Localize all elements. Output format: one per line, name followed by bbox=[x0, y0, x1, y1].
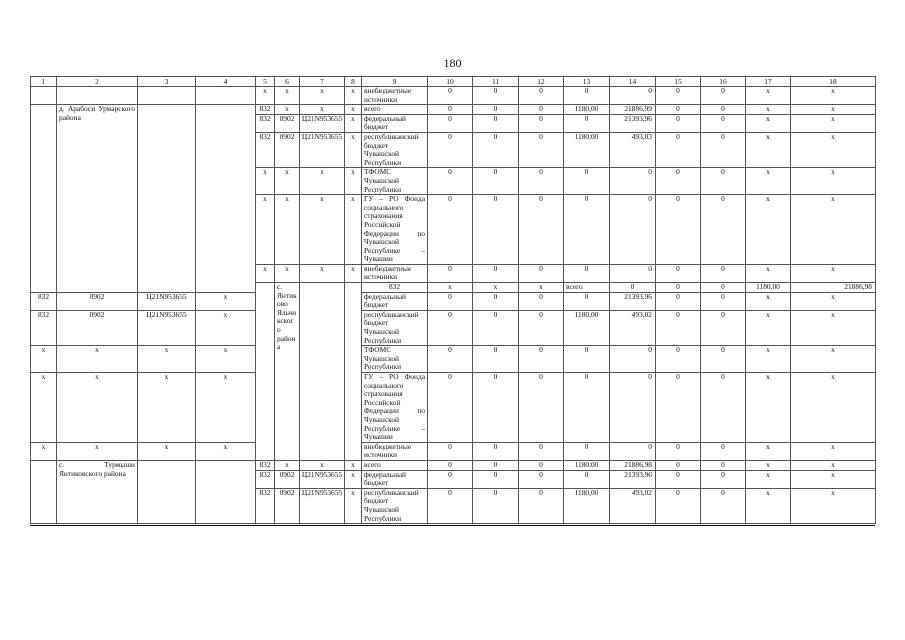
column-header-16: 16 bbox=[701, 77, 746, 87]
empty-cell-3 bbox=[300, 283, 345, 461]
funding-source-cell: всего bbox=[362, 105, 428, 115]
value-cell: x bbox=[791, 470, 876, 488]
code-cell: x bbox=[300, 264, 345, 282]
column-header-17: 17 bbox=[746, 77, 791, 87]
code-cell: x bbox=[428, 283, 473, 293]
code-cell: 832 bbox=[256, 132, 275, 167]
code-cell: 0902 bbox=[275, 132, 300, 167]
value-cell: 0 bbox=[701, 470, 746, 488]
funding-source-cell: внебюджетные источники bbox=[362, 442, 428, 460]
column-header-8: 8 bbox=[345, 77, 362, 87]
code-cell: Ц21N953655 bbox=[300, 132, 345, 167]
value-cell: x bbox=[746, 292, 791, 310]
column-header-6: 6 bbox=[275, 77, 300, 87]
row-number-cell bbox=[31, 460, 57, 523]
value-cell: 0 bbox=[428, 132, 473, 167]
value-cell: x bbox=[791, 373, 876, 443]
funding-source-cell: ГУ – РО Фонда социального страхования Российской Федерации по Чувашской Республике – Чувашии bbox=[362, 195, 428, 265]
value-cell: 0 bbox=[473, 168, 519, 195]
funding-source-cell: республиканский бюджет Чувашской Республики bbox=[362, 310, 428, 345]
value-cell: 0 bbox=[564, 346, 610, 373]
value-cell: 0 bbox=[519, 460, 564, 470]
value-cell: x bbox=[746, 373, 791, 443]
value-cell: 493,02 bbox=[610, 488, 656, 523]
value-cell: 0 bbox=[519, 87, 564, 105]
code-cell: x bbox=[57, 373, 138, 443]
value-cell: 0 bbox=[656, 264, 701, 282]
value-cell: 0 bbox=[701, 346, 746, 373]
code-cell: 832 bbox=[256, 488, 275, 523]
value-cell: 1180,00 bbox=[564, 488, 610, 523]
code-cell: x bbox=[256, 264, 275, 282]
value-cell: x bbox=[791, 87, 876, 105]
code-cell: x bbox=[196, 442, 256, 460]
value-cell: 0 bbox=[519, 292, 564, 310]
empty-cell-4 bbox=[196, 87, 256, 105]
code-cell: x bbox=[196, 292, 256, 310]
table-row bbox=[31, 460, 876, 470]
code-cell: 0902 bbox=[275, 488, 300, 523]
value-cell: 493,02 bbox=[610, 310, 656, 345]
code-cell: x bbox=[31, 346, 57, 373]
code-cell: x bbox=[256, 168, 275, 195]
column-header-12: 12 bbox=[519, 77, 564, 87]
code-cell: Ц21N953655 bbox=[138, 292, 196, 310]
code-cell: Ц21N953655 bbox=[300, 470, 345, 488]
code-cell: x bbox=[31, 373, 57, 443]
value-cell: 0 bbox=[428, 488, 473, 523]
value-cell: 21886,98 bbox=[791, 283, 876, 293]
value-cell: x bbox=[746, 87, 791, 105]
value-cell: x bbox=[746, 470, 791, 488]
value-cell: 0 bbox=[519, 195, 564, 265]
table-row bbox=[31, 346, 876, 373]
budget-table bbox=[30, 76, 876, 524]
value-cell: 0 bbox=[610, 87, 656, 105]
code-cell: x bbox=[300, 168, 345, 195]
value-cell: 0 bbox=[701, 310, 746, 345]
value-cell: 0 bbox=[519, 310, 564, 345]
code-cell: 832 bbox=[362, 283, 428, 293]
value-cell: x bbox=[791, 488, 876, 523]
value-cell: 0 bbox=[656, 132, 701, 167]
code-cell: x bbox=[275, 264, 300, 282]
value-cell: 0 bbox=[564, 168, 610, 195]
value-cell: 0 bbox=[473, 310, 519, 345]
value-cell: x bbox=[746, 114, 791, 132]
value-cell: 0 bbox=[428, 346, 473, 373]
value-cell: 493,03 bbox=[610, 132, 656, 167]
value-cell: 0 bbox=[701, 132, 746, 167]
value-cell: 0 bbox=[473, 132, 519, 167]
value-cell: 0 bbox=[610, 442, 656, 460]
value-cell: x bbox=[746, 195, 791, 265]
value-cell: 0 bbox=[656, 460, 701, 470]
value-cell: 0 bbox=[473, 292, 519, 310]
code-cell: x bbox=[345, 168, 362, 195]
code-cell: Ц21N953655 bbox=[300, 488, 345, 523]
code-cell: 832 bbox=[31, 310, 57, 345]
funding-source-cell: республиканский бюджет Чувашской Республики bbox=[362, 488, 428, 523]
value-cell: 0 bbox=[519, 346, 564, 373]
empty-cell-3 bbox=[138, 87, 196, 105]
value-cell: 0 bbox=[656, 488, 701, 523]
value-cell: 0 bbox=[610, 346, 656, 373]
value-cell: x bbox=[791, 460, 876, 470]
value-cell: x bbox=[746, 460, 791, 470]
code-cell: 0902 bbox=[275, 114, 300, 132]
value-cell: x bbox=[791, 195, 876, 265]
value-cell: x bbox=[746, 105, 791, 115]
code-cell: 832 bbox=[256, 460, 275, 470]
column-header-10: 10 bbox=[428, 77, 473, 87]
value-cell: 0 bbox=[656, 168, 701, 195]
code-cell: x bbox=[275, 195, 300, 265]
table-row bbox=[31, 310, 876, 345]
column-header-2: 2 bbox=[57, 77, 138, 87]
value-cell: 0 bbox=[701, 87, 746, 105]
column-header-18: 18 bbox=[791, 77, 876, 87]
value-cell: 0 bbox=[473, 87, 519, 105]
funding-source-cell: республиканский бюджет Чувашской Республики bbox=[362, 132, 428, 167]
value-cell: 0 bbox=[473, 488, 519, 523]
value-cell: 0 bbox=[701, 114, 746, 132]
value-cell: 0 bbox=[701, 168, 746, 195]
code-cell: 0902 bbox=[57, 310, 138, 345]
value-cell: 0 bbox=[519, 470, 564, 488]
settlement-name-cell: д. Арабоси Урмарского района bbox=[57, 105, 138, 292]
row-number-cell bbox=[31, 87, 57, 105]
value-cell: x bbox=[791, 442, 876, 460]
value-cell: 0 bbox=[701, 264, 746, 282]
value-cell: 0 bbox=[701, 195, 746, 265]
value-cell: 0 bbox=[656, 283, 701, 293]
column-header-3: 3 bbox=[138, 77, 196, 87]
value-cell: 0 bbox=[473, 195, 519, 265]
funding-source-cell: внебюджетные источники bbox=[362, 264, 428, 282]
value-cell: 0 bbox=[610, 168, 656, 195]
column-header-1: 1 bbox=[31, 77, 57, 87]
value-cell: x bbox=[791, 168, 876, 195]
value-cell: 0 bbox=[610, 373, 656, 443]
value-cell: 0 bbox=[656, 292, 701, 310]
code-cell: x bbox=[345, 470, 362, 488]
value-cell: 0 bbox=[656, 114, 701, 132]
value-cell: 0 bbox=[519, 264, 564, 282]
table-row bbox=[31, 105, 876, 115]
value-cell: x bbox=[791, 310, 876, 345]
column-header-4: 4 bbox=[196, 77, 256, 87]
value-cell: 0 bbox=[428, 168, 473, 195]
code-cell: x bbox=[345, 114, 362, 132]
empty-cell-3 bbox=[138, 460, 196, 523]
row-number-cell bbox=[256, 283, 275, 461]
value-cell: 0 bbox=[428, 460, 473, 470]
code-cell: x bbox=[345, 132, 362, 167]
settlement-name-cell: с. Янтиково Яльчикского района bbox=[275, 283, 300, 461]
value-cell: 0 bbox=[428, 442, 473, 460]
value-cell: 0 bbox=[656, 195, 701, 265]
value-cell: 0 bbox=[656, 373, 701, 443]
value-cell: 0 bbox=[428, 195, 473, 265]
value-cell: x bbox=[791, 132, 876, 167]
funding-source-cell: ТФОМС Чувашской Республики bbox=[362, 346, 428, 373]
value-cell: 0 bbox=[519, 114, 564, 132]
value-cell: 21393,96 bbox=[610, 292, 656, 310]
value-cell: 0 bbox=[519, 168, 564, 195]
value-cell: 0 bbox=[701, 442, 746, 460]
value-cell: 1180,00 bbox=[564, 310, 610, 345]
column-header-9: 9 bbox=[362, 77, 428, 87]
value-cell: 0 bbox=[428, 114, 473, 132]
value-cell: x bbox=[791, 292, 876, 310]
empty-cell-3 bbox=[138, 105, 196, 292]
value-cell: 0 bbox=[656, 442, 701, 460]
code-cell: x bbox=[300, 105, 345, 115]
column-header-14: 14 bbox=[610, 77, 656, 87]
code-cell: x bbox=[275, 168, 300, 195]
code-cell: 832 bbox=[256, 114, 275, 132]
code-cell: x bbox=[300, 460, 345, 470]
value-cell: 1180,00 bbox=[564, 132, 610, 167]
code-cell: x bbox=[345, 87, 362, 105]
table-row bbox=[31, 373, 876, 443]
value-cell: 0 bbox=[519, 488, 564, 523]
value-cell: 0 bbox=[564, 442, 610, 460]
value-cell: x bbox=[746, 264, 791, 282]
row-number-cell bbox=[31, 105, 57, 292]
empty-cell-4 bbox=[196, 460, 256, 523]
empty-cell-4 bbox=[196, 105, 256, 292]
value-cell: x bbox=[791, 264, 876, 282]
value-cell: x bbox=[791, 105, 876, 115]
column-header-7: 7 bbox=[300, 77, 345, 87]
code-cell: x bbox=[138, 373, 196, 443]
value-cell: 0 bbox=[564, 114, 610, 132]
value-cell: 0 bbox=[610, 195, 656, 265]
funding-source-cell: федеральный бюджет bbox=[362, 470, 428, 488]
value-cell: 0 bbox=[564, 470, 610, 488]
value-cell: 21393,96 bbox=[610, 114, 656, 132]
value-cell: 1180,00 bbox=[746, 283, 791, 293]
value-cell: 0 bbox=[473, 105, 519, 115]
value-cell: 0 bbox=[428, 310, 473, 345]
code-cell: 832 bbox=[256, 105, 275, 115]
settlement-name-cell bbox=[57, 87, 138, 105]
value-cell: x bbox=[746, 442, 791, 460]
code-cell: x bbox=[196, 373, 256, 443]
value-cell: 0 bbox=[564, 373, 610, 443]
value-cell: 21886,98 bbox=[610, 460, 656, 470]
value-cell: x bbox=[791, 114, 876, 132]
value-cell: 0 bbox=[473, 114, 519, 132]
value-cell: 0 bbox=[701, 283, 746, 293]
value-cell: 0 bbox=[519, 373, 564, 443]
code-cell: x bbox=[256, 195, 275, 265]
value-cell: 0 bbox=[656, 105, 701, 115]
page-number: 180 bbox=[443, 56, 462, 70]
code-cell: x bbox=[31, 442, 57, 460]
value-cell: 0 bbox=[428, 87, 473, 105]
value-cell: 0 bbox=[656, 470, 701, 488]
empty-cell-4 bbox=[345, 283, 362, 461]
code-cell: x bbox=[275, 105, 300, 115]
value-cell: 0 bbox=[656, 310, 701, 345]
code-cell: x bbox=[275, 460, 300, 470]
column-header-13: 13 bbox=[564, 77, 610, 87]
code-cell: 0902 bbox=[57, 292, 138, 310]
code-cell: Ц21N953655 bbox=[300, 114, 345, 132]
column-header-15: 15 bbox=[656, 77, 701, 87]
settlement-name-cell: с. Турмыши Янтиковского района bbox=[57, 460, 138, 523]
code-cell: x bbox=[196, 310, 256, 345]
code-cell: x bbox=[196, 346, 256, 373]
funding-source-cell: всего bbox=[362, 460, 428, 470]
code-cell: x bbox=[345, 105, 362, 115]
code-cell: x bbox=[473, 283, 519, 293]
code-cell: 0902 bbox=[275, 470, 300, 488]
table-row bbox=[31, 442, 876, 460]
code-cell: x bbox=[138, 442, 196, 460]
column-header-5: 5 bbox=[256, 77, 275, 87]
funding-source-cell: внебюджетные источники bbox=[362, 87, 428, 105]
column-header-11: 11 bbox=[473, 77, 519, 87]
value-cell: 0 bbox=[610, 264, 656, 282]
value-cell: 1180,00 bbox=[564, 460, 610, 470]
code-cell: x bbox=[345, 488, 362, 523]
code-cell: Ц21N953655 bbox=[138, 310, 196, 345]
code-cell: x bbox=[300, 87, 345, 105]
value-cell: 0 bbox=[701, 460, 746, 470]
value-cell: 0 bbox=[701, 488, 746, 523]
value-cell: 0 bbox=[610, 283, 656, 293]
value-cell: 0 bbox=[428, 292, 473, 310]
value-cell: x bbox=[746, 488, 791, 523]
value-cell: 0 bbox=[473, 346, 519, 373]
code-cell: x bbox=[57, 346, 138, 373]
value-cell: 0 bbox=[701, 373, 746, 443]
code-cell: x bbox=[519, 283, 564, 293]
code-cell: 832 bbox=[31, 292, 57, 310]
table-row bbox=[31, 292, 876, 310]
value-cell: 0 bbox=[564, 292, 610, 310]
value-cell: x bbox=[746, 168, 791, 195]
value-cell: 0 bbox=[701, 105, 746, 115]
code-cell: x bbox=[138, 346, 196, 373]
code-cell: 832 bbox=[256, 470, 275, 488]
code-cell: x bbox=[345, 460, 362, 470]
funding-source-cell: всего bbox=[564, 283, 610, 293]
value-cell: 0 bbox=[473, 470, 519, 488]
value-cell: 0 bbox=[519, 105, 564, 115]
value-cell: 0 bbox=[519, 442, 564, 460]
value-cell: 0 bbox=[473, 460, 519, 470]
value-cell: x bbox=[746, 346, 791, 373]
value-cell: 0 bbox=[473, 442, 519, 460]
value-cell: 0 bbox=[656, 346, 701, 373]
code-cell: x bbox=[275, 87, 300, 105]
value-cell: x bbox=[791, 346, 876, 373]
code-cell: x bbox=[300, 195, 345, 265]
code-cell: x bbox=[57, 442, 138, 460]
value-cell: 21393,96 bbox=[610, 470, 656, 488]
value-cell: 0 bbox=[564, 264, 610, 282]
value-cell: 0 bbox=[428, 105, 473, 115]
code-cell: x bbox=[256, 87, 275, 105]
value-cell: 0 bbox=[564, 87, 610, 105]
table-row bbox=[31, 87, 876, 105]
funding-source-cell: федеральный бюджет bbox=[362, 114, 428, 132]
funding-source-cell: ТФОМС Чувашской Республики bbox=[362, 168, 428, 195]
value-cell: 0 bbox=[519, 132, 564, 167]
value-cell: 0 bbox=[701, 292, 746, 310]
value-cell: 0 bbox=[473, 264, 519, 282]
value-cell: 1180,00 bbox=[564, 105, 610, 115]
value-cell: 0 bbox=[428, 470, 473, 488]
value-cell: 0 bbox=[428, 264, 473, 282]
value-cell: 0 bbox=[428, 373, 473, 443]
value-cell: x bbox=[746, 310, 791, 345]
funding-source-cell: федеральный бюджет bbox=[362, 292, 428, 310]
page-bottom-rule bbox=[30, 525, 875, 526]
funding-source-cell: ГУ – РО Фонда социального страхования Российской Федерации по Чувашской Республике – Чувашии bbox=[362, 373, 428, 443]
value-cell: 0 bbox=[564, 195, 610, 265]
value-cell: 21886,99 bbox=[610, 105, 656, 115]
header-row bbox=[31, 77, 876, 87]
value-cell: x bbox=[746, 132, 791, 167]
code-cell: x bbox=[345, 195, 362, 265]
code-cell: x bbox=[345, 264, 362, 282]
value-cell: 0 bbox=[656, 87, 701, 105]
value-cell: 0 bbox=[473, 373, 519, 443]
